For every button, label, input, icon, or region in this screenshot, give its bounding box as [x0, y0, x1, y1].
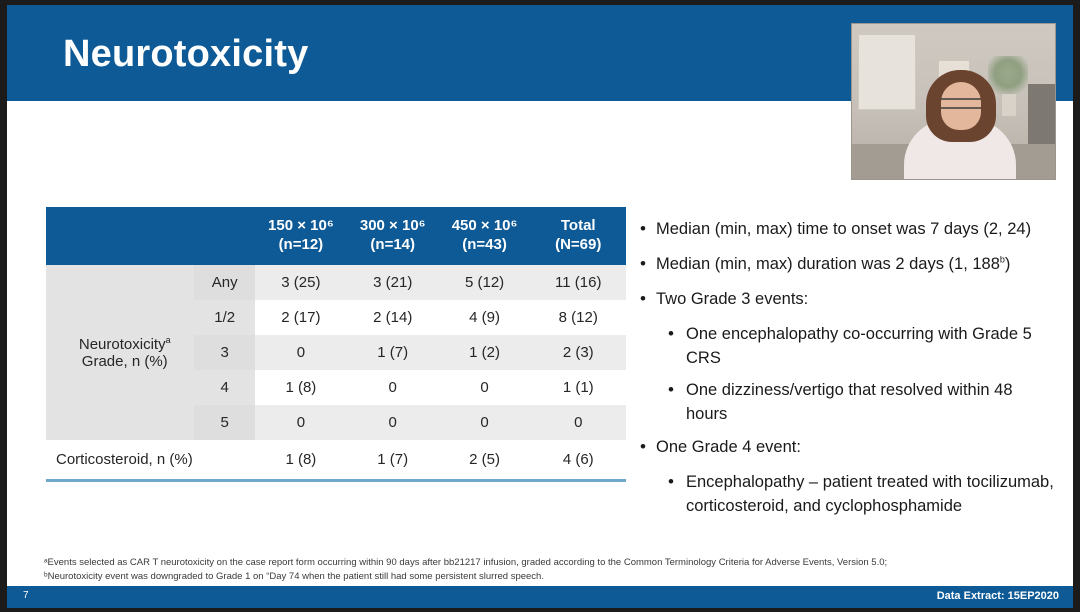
cell-g12-total: 8 (12) [530, 300, 626, 335]
bullet-duration-sup: b [999, 254, 1005, 265]
cell-g12-300: 2 (14) [347, 300, 439, 335]
corticosteroid-label: Corticosteroid, n (%) [46, 440, 255, 481]
row-group-label [46, 265, 194, 440]
cell-g5-300: 0 [347, 405, 439, 440]
cell-g3-total: 2 (3) [530, 335, 626, 370]
table-header-total-line2: (N=69) [555, 235, 602, 253]
table-header-dose-150 [255, 207, 347, 265]
cell-g3-450: 1 (2) [439, 335, 531, 370]
table-header-dose-450-line1: 450 × 10⁶ [451, 217, 518, 234]
grade-label-1-2: 1/2 [194, 300, 254, 335]
cell-g4-300: 0 [347, 370, 439, 405]
table-header-dose-300-line2: (n=14) [370, 235, 416, 253]
neurotoxicity-table [46, 207, 626, 482]
cell-g5-total: 0 [530, 405, 626, 440]
page-number: 7 [23, 590, 29, 601]
cell-g5-450: 0 [439, 405, 531, 440]
grade-label-4: 4 [194, 370, 254, 405]
presenter-video-tile[interactable] [851, 23, 1056, 180]
cell-any-300: 3 (21) [347, 265, 439, 300]
cell-g5-150: 0 [255, 405, 347, 440]
cell-cortico-300: 1 (7) [347, 440, 439, 481]
data-extract-label: Data Extract: 15EP2020 [936, 590, 1059, 602]
row-group-label-sup: a [165, 334, 171, 345]
cell-g4-150: 1 (8) [255, 370, 347, 405]
grade-label-any: Any [194, 265, 254, 300]
table-header-total [530, 207, 626, 265]
video-monitor-shape [1028, 84, 1055, 144]
footnote-b: ᵇNeurotoxicity event was downgraded to Grade 1 on “Day 74 when the patient still had some persistent slurred speech. [44, 571, 544, 583]
table-row-corticosteroid [46, 440, 626, 481]
footnote-a: ᵃEvents selected as CAR T neurotoxicity on the case report form occurring within 90 days after bb21217 infusion, graded according to the Common Terminology Criteria for Adverse Events, Version 5.0; [44, 557, 888, 568]
table-row [46, 265, 626, 300]
row-group-label-line2: Grade, n (%) [81, 352, 168, 370]
frame-edge-right [1073, 0, 1080, 612]
table-header-dose-150-line2: (n=12) [278, 235, 324, 253]
cell-g3-300: 1 (7) [347, 335, 439, 370]
cell-g3-150: 0 [255, 335, 347, 370]
frame-edge-left [0, 0, 7, 612]
cell-any-total: 11 (16) [530, 265, 626, 300]
footnotes [44, 556, 974, 585]
video-person-glasses [941, 98, 981, 109]
cell-cortico-450: 2 (5) [439, 440, 531, 481]
bullet-duration [638, 253, 1058, 277]
bullet-two-grade3: • Two Grade 3 events: [638, 288, 1058, 312]
page-title: Neurotoxicity [63, 33, 309, 75]
bullet-time-to-onset: • Median (min, max) time to onset was 7 days (2, 24) [638, 218, 1058, 242]
table-header-blank-1 [46, 207, 194, 265]
video-vase-shape [1002, 94, 1016, 116]
cell-g12-450: 4 (9) [439, 300, 531, 335]
video-window-shape [858, 34, 916, 110]
cell-any-150: 3 (25) [255, 265, 347, 300]
table-header-dose-150-line1: 150 × 10⁶ [268, 217, 334, 234]
table-header-dose-300-line1: 300 × 10⁶ [359, 217, 426, 234]
grade-label-5: 5 [194, 405, 254, 440]
table-header-dose-450 [439, 207, 531, 265]
bullet-encephalopathy-crs: • One encephalopathy co-occurring with Grade 5 CRS [664, 323, 1058, 371]
table-header-row [46, 207, 626, 265]
bullet-list [638, 218, 1058, 527]
bullet-duration-tail: ) [1004, 254, 1011, 273]
table-header-blank-2 [194, 207, 254, 265]
bullet-duration-text: Median (min, max) duration was 2 days (1, 188 [656, 254, 1000, 273]
cell-g12-150: 2 (17) [255, 300, 347, 335]
slide-footer-bar [7, 586, 1073, 608]
table-header-dose-300 [347, 207, 439, 265]
row-group-label-line1: Neurotoxicity [78, 335, 166, 353]
cell-cortico-150: 1 (8) [255, 440, 347, 481]
frame-edge-bottom [0, 608, 1080, 612]
grade-label-3: 3 [194, 335, 254, 370]
bullet-encephalopathy-treatment: • Encephalopathy – patient treated with tocilizumab, corticosteroid, and cyclophosphamide [664, 471, 1058, 519]
cell-g4-450: 0 [439, 370, 531, 405]
cell-any-450: 5 (12) [439, 265, 531, 300]
table-header-dose-450-line2: (n=43) [462, 235, 507, 253]
cell-g4-total: 1 (1) [530, 370, 626, 405]
table-header-total-line1: Total [560, 217, 596, 234]
cell-cortico-total: 4 (6) [530, 440, 626, 481]
bullet-dizziness-vertigo: • One dizziness/vertigo that resolved within 48 hours [664, 379, 1058, 427]
bullet-one-grade4: • One Grade 4 event: [638, 436, 1058, 460]
